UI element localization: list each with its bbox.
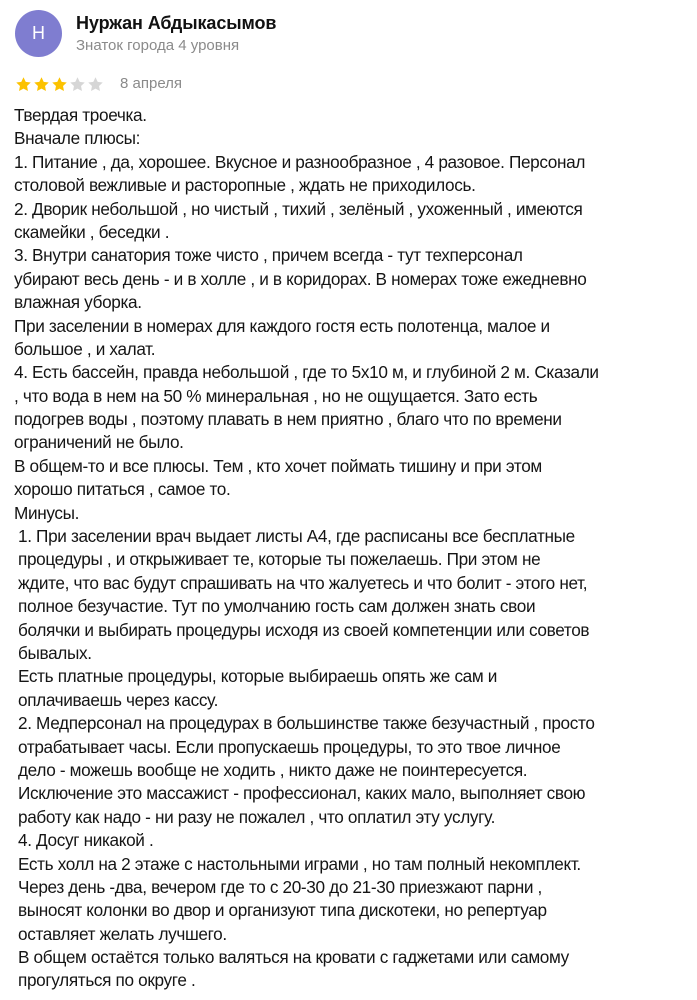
review-line: Вначале плюсы: xyxy=(14,128,141,149)
avatar[interactable] xyxy=(15,10,62,57)
star-filled-icon xyxy=(33,76,50,93)
review-line: хорошо питаться , самое то. xyxy=(14,479,231,500)
review-line: Есть платные процедуры, которые выбираешь опять же сам и xyxy=(18,666,498,687)
author-name[interactable]: Нуржан Абдыкасымов xyxy=(76,13,277,33)
review-line: работу как надо - ни разу не пожалел , что оплатил эту услугу. xyxy=(18,806,495,827)
star-empty-icon xyxy=(69,76,86,93)
review-line: При заселении в номерах для каждого гостя есть полотенца, малое и xyxy=(14,315,550,336)
review-line: оставляет желать лучшего. xyxy=(18,923,227,944)
star-empty-icon xyxy=(87,76,104,93)
review-line: выносят колонки во двор и организуют типа дискотеки, но репертуар xyxy=(18,900,547,921)
review-line: отрабатывает часы. Если пропускаешь процедуры, то это твое личное xyxy=(18,736,561,757)
review-line: оплачиваешь через кассу. xyxy=(18,689,219,710)
author-level: Знаток города 4 уровня xyxy=(76,37,240,54)
rating-row xyxy=(15,75,182,93)
review-line: Исключение это массажист - профессионал, каких мало, выполняет свою xyxy=(18,783,586,804)
review-line: Твердая троечка. xyxy=(14,105,147,125)
review-line: процедуры , и открыживает те, которые ты пожелаешь. При этом не xyxy=(18,549,541,570)
review-line: Есть холл на 2 этаже с настольными играми , но там полный некомплект. xyxy=(18,853,581,874)
author-info xyxy=(76,12,276,56)
review-line: В общем-то и все плюсы. Тем , кто хочет поймать тишину и при этом xyxy=(14,455,542,476)
review-line: В общем остаётся только валяться на кровати с гаджетами или самому xyxy=(18,947,569,968)
review-line: 2. Дворик небольшой , но чистый , тихий , зелёный , ухоженный , имеются xyxy=(14,198,583,219)
star-filled-icon xyxy=(15,76,32,93)
review-line: болячки и выбирать процедуры исходя из своей компетенции или советов xyxy=(18,619,590,640)
review-line: прогуляться по округе . xyxy=(18,970,196,991)
avatar-initial: Н xyxy=(32,23,45,43)
review-line: большое , и халат. xyxy=(14,338,156,359)
review-date: 8 апреля xyxy=(120,75,183,92)
review-header xyxy=(15,10,276,57)
review-line: ждите, что вас будут спрашивать на что жалуетесь и что болит - этого нет, xyxy=(18,572,588,593)
star-rating xyxy=(15,76,104,93)
review-line: Через день -два, вечером где то с 20-30 до 21-30 приезжают парни , xyxy=(18,876,542,897)
review-line: убирают весь день - и в холле , и в коридорах. В номерах тоже ежедневно xyxy=(14,268,587,289)
star-filled-icon xyxy=(51,76,68,93)
review-line: Минусы. xyxy=(14,502,80,523)
review-line: подогрев воды , поэтому плавать в нем приятно , благо что по времени xyxy=(14,409,562,430)
review-line: бывалых. xyxy=(18,642,92,663)
review-line: 4. Досуг никакой . xyxy=(18,830,154,851)
review-line: 1. Питание , да, хорошее. Вкусное и разнообразное , 4 разовое. Персонал xyxy=(14,151,586,172)
review-line: скамейки , беседки . xyxy=(14,221,170,242)
review-line: столовой вежливые и расторопные , ждать не приходилось. xyxy=(14,175,476,196)
review-line: ограничений не было. xyxy=(14,432,184,453)
review-line: влажная уборка. xyxy=(14,292,142,313)
review-line: , что вода в нем на 50 % минеральная , но не ощущается. Зато есть xyxy=(14,385,538,406)
review-line: дело - можешь вообще не ходить , никто даже не поинтересуется. xyxy=(18,759,528,780)
review-line: 2. Медперсонал на процедурах в большинстве также безучастный , просто xyxy=(18,713,595,734)
review-line: 4. Есть бассейн, правда небольшой , где то 5х10 м, и глубиной 2 м. Сказали xyxy=(14,362,599,383)
review-text xyxy=(14,104,694,993)
review-line: 3. Внутри санатория тоже чисто , причем всегда - тут техперсонал xyxy=(14,245,523,266)
review-line: 1. При заселении врач выдает листы А4, где расписаны все бесплатные xyxy=(18,526,575,547)
review-line: полное безучастие. Тут по умолчанию гость сам должен знать свои xyxy=(18,596,536,617)
